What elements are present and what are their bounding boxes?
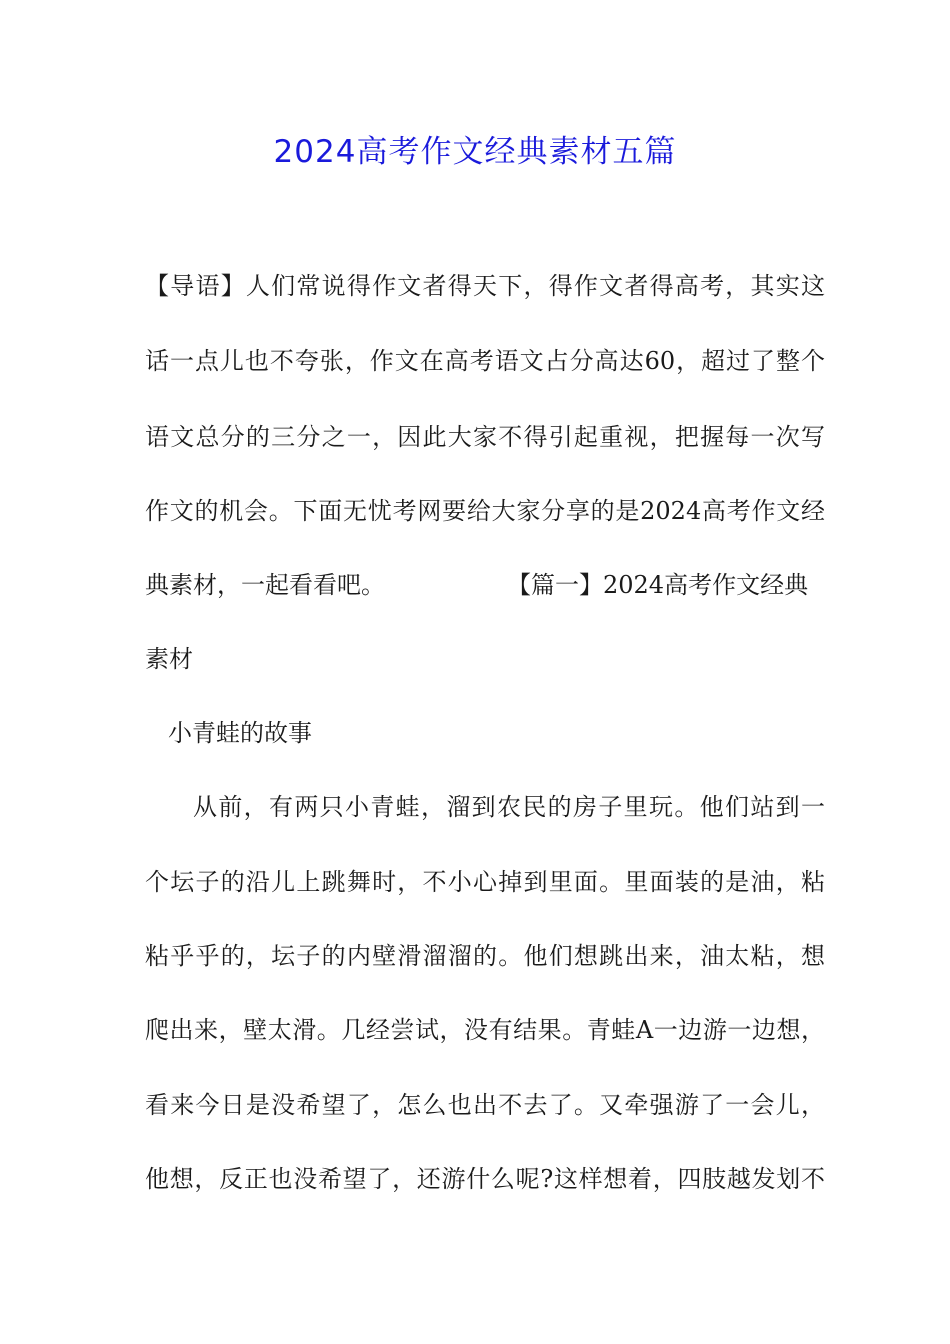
section-heading-1-continued: 素材 <box>145 645 193 673</box>
story-line-4: 爬出来，壁太滑。几经尝试，没有结果。青蛙A一边游一边想， <box>145 1016 825 1044</box>
section-heading-1: 【篇一】2024高考作文经典 <box>507 571 809 599</box>
intro-line-4: 作文的机会。下面无忧考网要给大家分享的是2024高考作文经 <box>145 497 825 525</box>
story-title: 小青蛙的故事 <box>168 719 312 747</box>
story-line-3: 粘乎乎的，坛子的内壁滑溜溜的。他们想跳出来，油太粘，想 <box>145 942 825 970</box>
intro-closing-text: 典素材，一起看看吧。 <box>145 571 385 599</box>
intro-line-2: 话一点儿也不夸张，作文在高考语文占分高达60，超过了整个 <box>145 347 825 375</box>
story-line-6: 他想，反正也没希望了，还游什么呢?这样想着，四肢越发划不 <box>145 1165 825 1193</box>
story-line-5: 看来今日是没希望了，怎么也出不去了。又牵强游了一会儿， <box>145 1091 825 1119</box>
story-line-2: 个坛子的沿儿上跳舞时，不小心掉到里面。里面装的是油，粘 <box>145 868 825 896</box>
document-title: 2024高考作文经典素材五篇 <box>273 134 677 170</box>
intro-line-1: 【导语】人们常说得作文者得天下，得作文者得高考，其实这 <box>145 272 825 300</box>
intro-line-3: 语文总分的三分之一，因此大家不得引起重视，把握每一次写 <box>145 423 825 451</box>
intro-line-5 <box>145 567 825 603</box>
story-line-1: 从前，有两只小青蛙，溜到农民的房子里玩。他们站到一 <box>193 793 825 821</box>
